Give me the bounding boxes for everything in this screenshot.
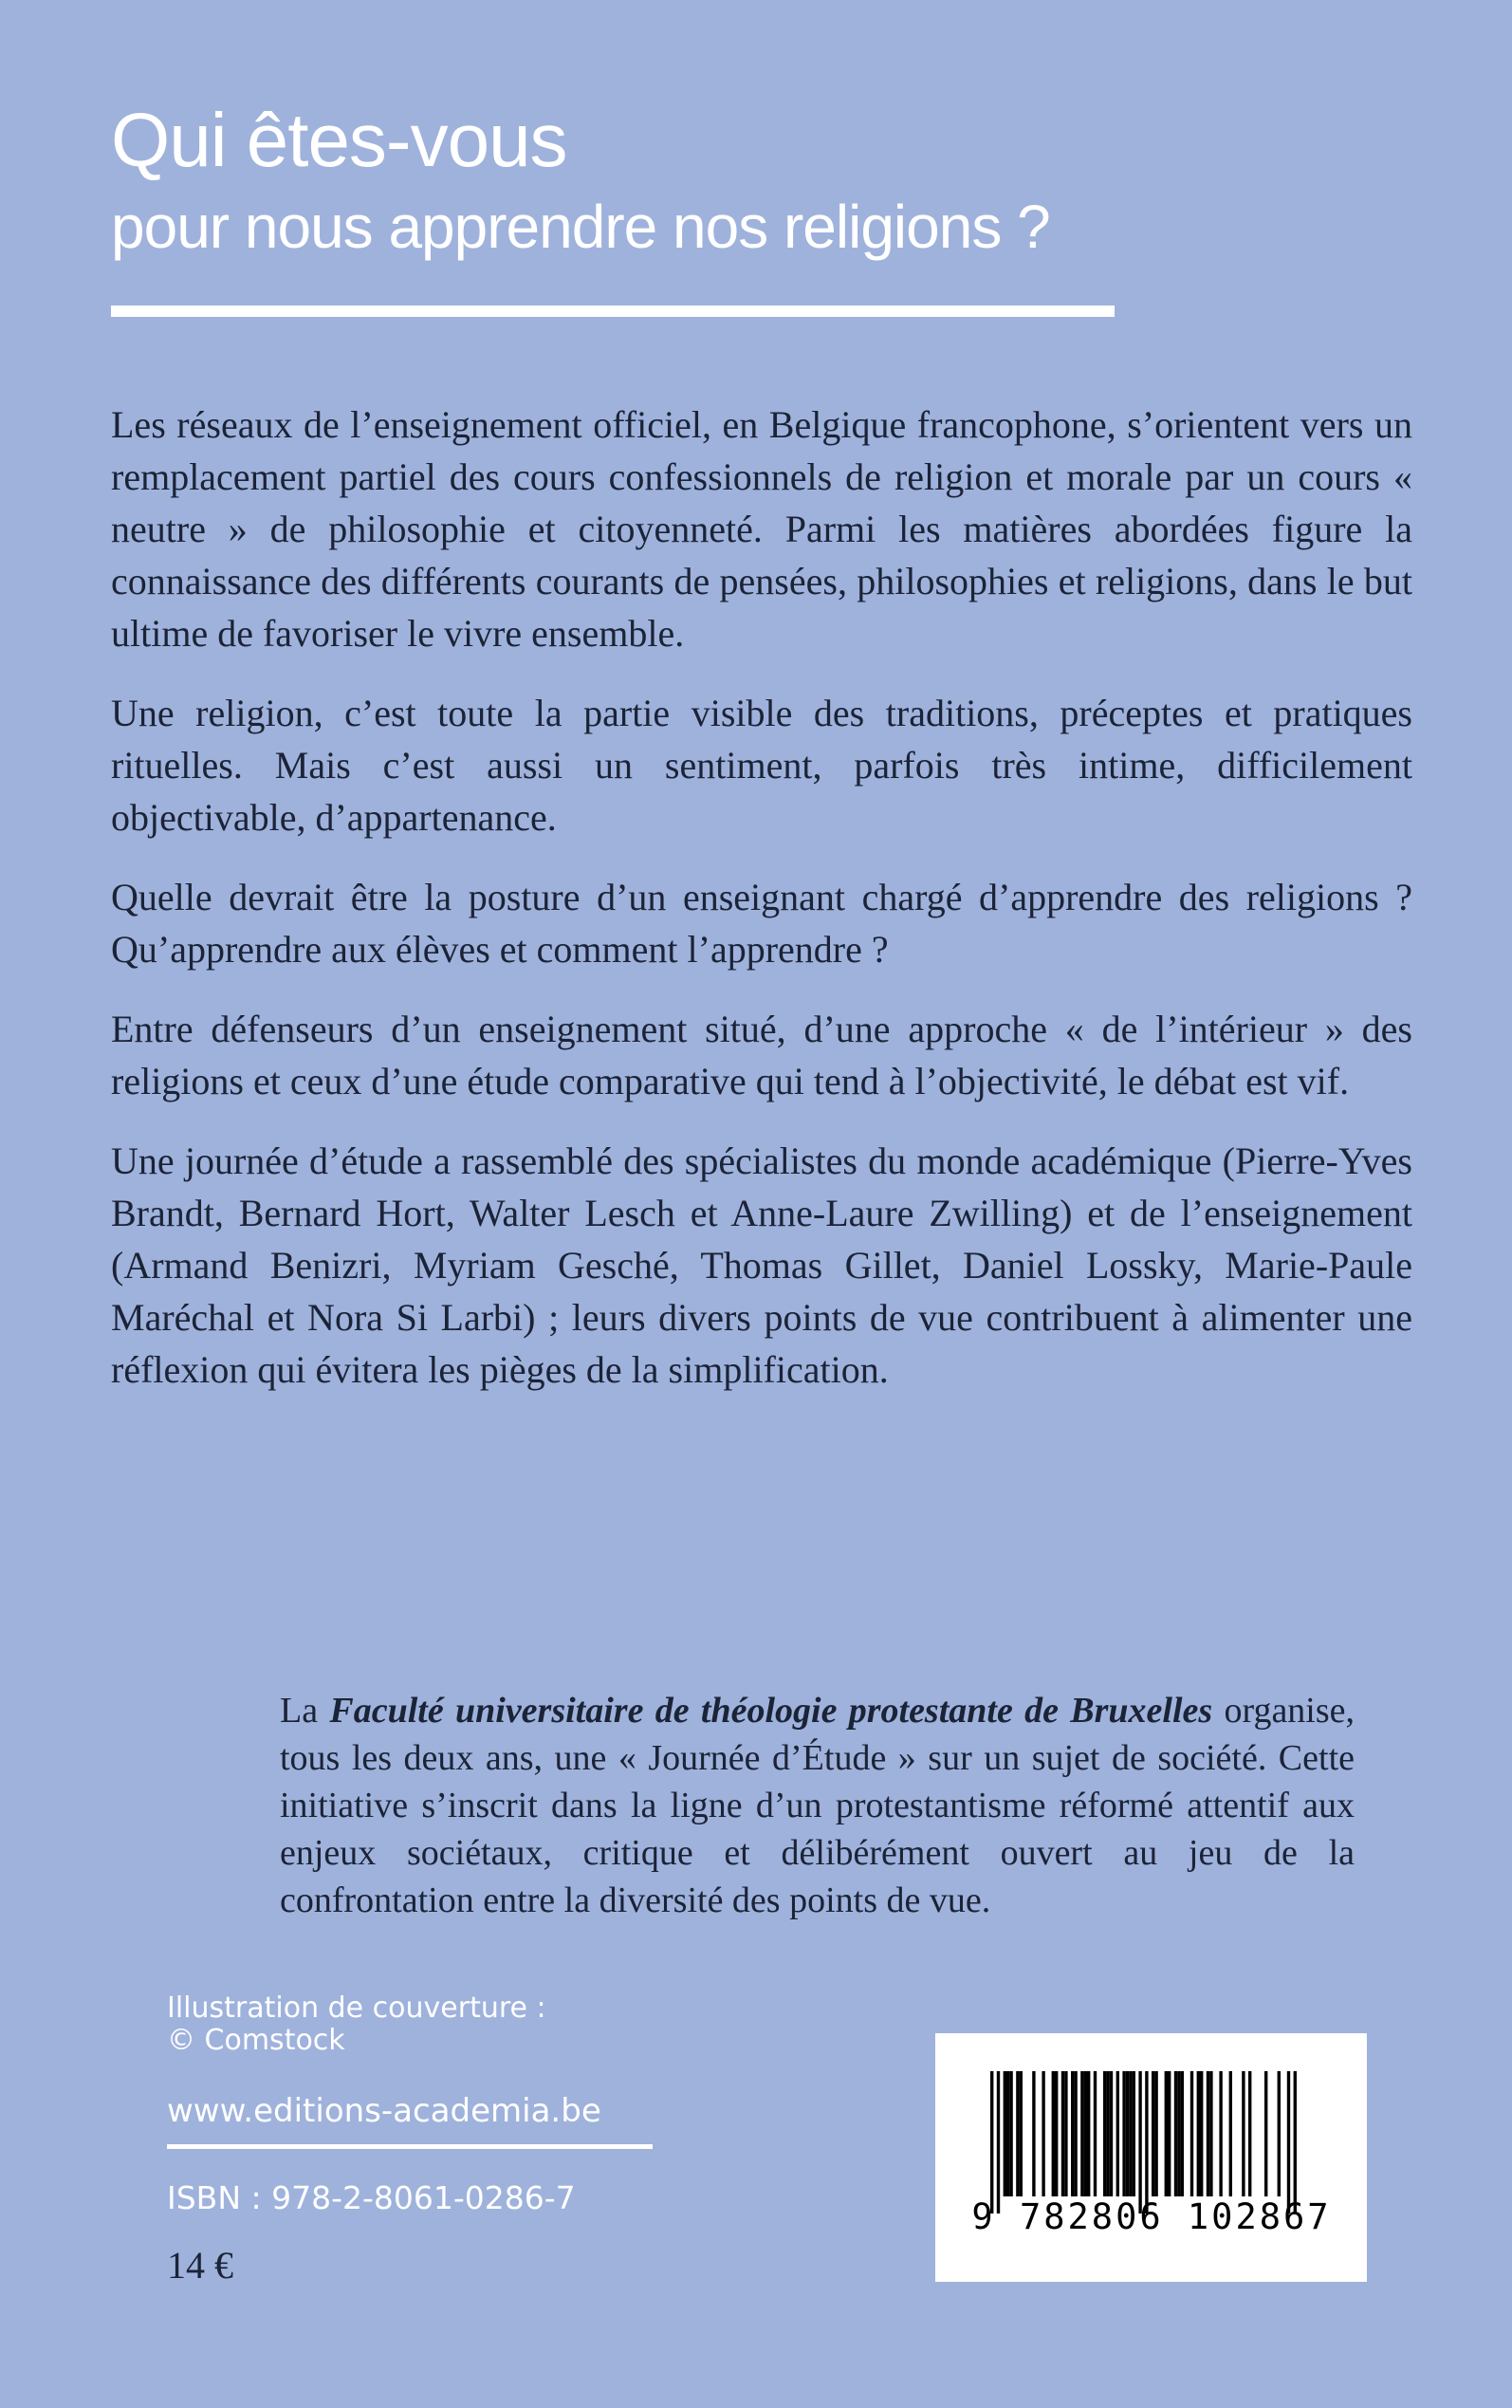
barcode-bar [1177, 2071, 1180, 2196]
institution-name: Faculté universitaire de théologie protestante de Bruxelles [329, 1691, 1213, 1731]
barcode-digits: 9 782806 102867 [971, 2196, 1332, 2237]
title-block [111, 95, 1116, 268]
barcode-bar [997, 2071, 1000, 2214]
barcode-bar [1138, 2071, 1141, 2214]
illustration-credit [167, 1992, 546, 2057]
title-underline [111, 306, 1115, 317]
barcode-bar [1006, 2071, 1009, 2196]
website-underline [167, 2144, 653, 2149]
barcode-bar [1032, 2071, 1035, 2196]
barcode-bar [1242, 2071, 1245, 2196]
note-prefix: La [280, 1691, 330, 1731]
barcode-bar [1129, 2071, 1132, 2196]
blurb-paragraph-2: Une religion, c’est toute la partie visible des traditions, préceptes et pratiques rituelles. Mais c’est aussi un sentiment, parfois très intime, difficilement objectivable, d’appartenance. [111, 692, 1412, 839]
publisher-website[interactable]: www.editions-academia.be [167, 2092, 601, 2130]
isbn: ISBN : 978-2-8061-0286-7 [167, 2179, 576, 2216]
barcode-bar [1009, 2071, 1012, 2196]
barcode-bar [1061, 2071, 1064, 2196]
barcode-bar [1229, 2071, 1232, 2196]
barcode [935, 2033, 1367, 2282]
barcode-bar [1064, 2071, 1067, 2196]
barcode-bar [1110, 2071, 1113, 2196]
barcode-bar [1042, 2071, 1044, 2196]
barcode-bar [1071, 2071, 1074, 2196]
credit-label: Illustration de couverture : [167, 1991, 546, 2025]
barcode-bar [1294, 2071, 1297, 2214]
barcode-bar [1080, 2071, 1083, 2196]
barcode-bar [1084, 2071, 1087, 2196]
title-subtitle: pour nous apprendre nos religions ? [111, 193, 1050, 261]
barcode-bar [1181, 2071, 1184, 2196]
blurb-paragraph-1: Les réseaux de l’enseignement officiel, en Belgique francophone, s’orientent vers un remplacement partiel des cours confessionnels de religion et morale par un cours « neutre » de philosophie et citoyenneté. Parmi les matières abordées figure la connaissance des différents courants de pensées, philosophies et religions, dans le but ultime de favoriser le vivre ensemble. [111, 403, 1412, 655]
barcode-bar [1165, 2071, 1168, 2196]
barcode-bar [1016, 2071, 1019, 2196]
barcode-bar [1087, 2071, 1090, 2196]
barcode-bar [1004, 2071, 1006, 2196]
barcode-bar [1074, 2071, 1077, 2196]
barcode-bar [1219, 2071, 1222, 2196]
title-main: Qui êtes-vous [111, 98, 567, 182]
barcode-bar [1207, 2071, 1209, 2196]
barcode-bar [1126, 2071, 1129, 2196]
barcode-bar [1052, 2071, 1055, 2196]
barcode-bar [1106, 2071, 1109, 2196]
price: 14 € [167, 2244, 233, 2287]
barcode-bar [1094, 2071, 1097, 2196]
note-text: organise, tous les deux ans, une « Journée d’Étude » sur un sujet de société. Cette initiative s’inscrit dans la ligne d’un protestantisme réformé attentif aux enjeux sociétaux, critique et délibérément ouvert au jeu de la confrontation entre la diversité des points de vue. [280, 1691, 1355, 1920]
barcode-bar [1116, 2071, 1119, 2196]
barcode-bar [990, 2071, 993, 2214]
credit-source: © Comstock [167, 2024, 345, 2057]
blurb [111, 398, 1412, 1423]
blurb-paragraph-3: Quelle devrait être la posture d’un enseignant chargé d’apprendre des religions ? Qu’apprendre aux élèves et comment l’apprendre ? [111, 876, 1412, 971]
barcode-bar [1145, 2071, 1148, 2214]
barcode-bar [1152, 2071, 1154, 2196]
barcode-bar [1209, 2071, 1212, 2196]
barcode-bar [1154, 2071, 1157, 2196]
barcode-bar [1133, 2071, 1135, 2196]
barcode-bar [1122, 2071, 1125, 2196]
barcode-bar [1020, 2071, 1023, 2196]
barcode-bar [1248, 2071, 1251, 2196]
blurb-paragraph-4: Entre défenseurs d’un enseignement situé, d’une approche « de l’intérieur » des religions et ceux d’une étude comparative qui tend à l’objectivité, le débat est vif. [111, 1008, 1412, 1102]
barcode-bar [1264, 2071, 1267, 2196]
barcode-bar [1278, 2071, 1281, 2196]
barcode-bar [1103, 2071, 1106, 2196]
publisher-note [280, 1687, 1355, 1924]
barcode-bar [1287, 2071, 1290, 2214]
barcode-bar [1055, 2071, 1058, 2196]
barcode-bar [1190, 2071, 1193, 2196]
barcode-bars [935, 2033, 1367, 2282]
barcode-bar [1197, 2071, 1200, 2196]
barcode-bar [1174, 2071, 1177, 2196]
blurb-paragraph-5: Une journée d’étude a rassemblé des spécialistes du monde académique (Pierre-Yves Brandt, Bernard Hort, Walter Lesch et Anne-Laure Zwilling) et de l’enseignement (Armand Benizri, Myriam Gesché, Thomas Gillet, Daniel Lossky, Marie-Paule Maréchal et Nora Si Larbi) ; leurs divers points de vue contribuent à alimenter une réflexion qui évitera les pièges de la simplification. [111, 1139, 1412, 1391]
barcode-bar [1168, 2071, 1171, 2196]
barcode-bar [1200, 2071, 1203, 2196]
